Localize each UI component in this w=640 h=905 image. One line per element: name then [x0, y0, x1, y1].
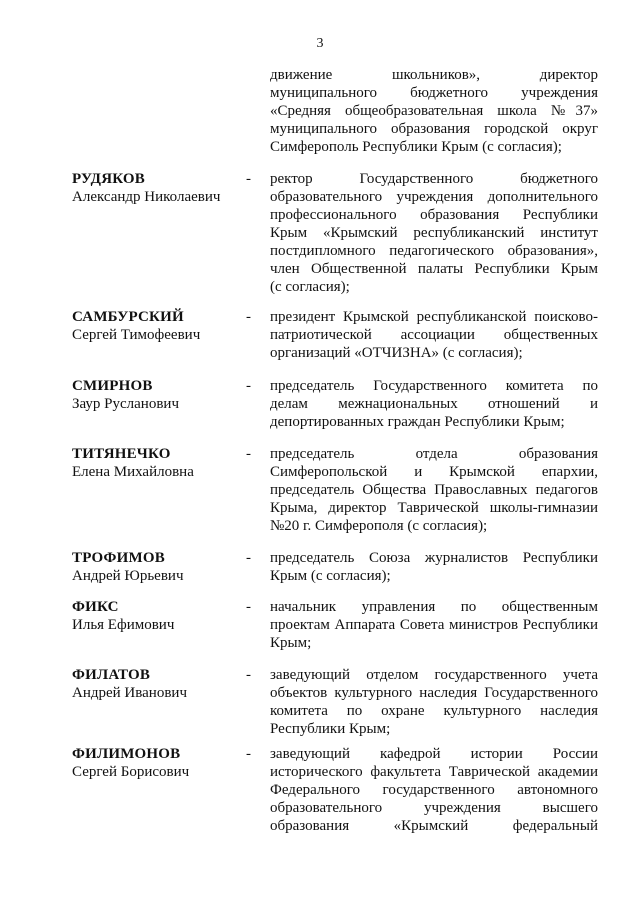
text-line: председатель Общества Православных педагогов — [270, 482, 598, 498]
member-given-name: Александр Николаевич — [72, 189, 221, 205]
text-line: Крым (с согласия); — [270, 568, 391, 584]
member-surname: ТРОФИМОВ — [72, 550, 165, 566]
member-description — [270, 377, 598, 431]
member-description — [270, 598, 598, 652]
text-line: депортированных граждан Республики Крым; — [270, 414, 565, 430]
member-description — [270, 549, 598, 585]
text-line: президент Крымской республиканской поисково- — [270, 309, 598, 325]
member-description — [270, 745, 598, 835]
member-description — [270, 666, 598, 738]
member-surname: СМИРНОВ — [72, 378, 153, 394]
member-surname: ФИКС — [72, 599, 119, 615]
text-line: организаций «ОТЧИЗНА» (с согласия); — [270, 345, 523, 361]
text-line: «Средняя общеобразовательная школа №37» — [270, 103, 598, 119]
member-name — [72, 170, 252, 206]
text-line: председатель Союза журналистов Республики — [270, 550, 598, 566]
member-given-name: Андрей Юрьевич — [72, 568, 184, 584]
text-line: исторического факультета Таврической академии — [270, 764, 598, 780]
text-line: движение школьников», директор — [270, 67, 598, 83]
member-given-name: Сергей Борисович — [72, 764, 190, 780]
text-line: Крым; — [270, 635, 312, 651]
dash-separator: - — [246, 599, 251, 615]
dash-separator: - — [246, 667, 251, 683]
member-description — [270, 308, 598, 362]
member-description — [270, 445, 598, 535]
member-name — [72, 445, 252, 481]
continuation-text — [270, 66, 598, 156]
text-line: объектов культурного наследия Государственного — [270, 685, 598, 701]
text-line: образования «Крымский федеральный — [270, 818, 598, 834]
dash-separator: - — [246, 378, 251, 394]
text-line: Республики Крым; — [270, 721, 391, 737]
text-line: комитета по охране культурного наследия — [270, 703, 598, 719]
dash-separator: - — [246, 446, 251, 462]
member-surname: ФИЛИМОНОВ — [72, 746, 181, 762]
text-line: председатель Государственного комитета по — [270, 378, 598, 394]
member-surname: ФИЛАТОВ — [72, 667, 151, 683]
text-line: №20 г. Симферополя (с согласия); — [270, 518, 488, 534]
text-line: Федерального государственного автономного — [270, 782, 598, 798]
member-name — [72, 308, 252, 344]
text-line: муниципального бюджетного учреждения — [270, 85, 598, 101]
text-line: делам межнациональных отношений и — [270, 396, 598, 412]
text-line: муниципального образования городской округ — [270, 121, 598, 137]
text-line: патриотической ассоциации общественных — [270, 327, 598, 343]
member-name — [72, 377, 252, 413]
text-line: член Общественной палаты Республики Крым — [270, 261, 598, 277]
member-description — [270, 170, 598, 296]
dash-separator: - — [246, 309, 251, 325]
page-number: 3 — [316, 36, 324, 51]
text-line: заведующий кафедрой истории России — [270, 746, 598, 762]
member-given-name: Сергей Тимофеевич — [72, 327, 201, 343]
member-surname: ТИТЯНЕЧКО — [72, 446, 171, 462]
text-line: проектам Аппарата Совета министров Республики — [270, 617, 598, 633]
text-line: заведующий отделом государственного учета — [270, 667, 598, 683]
dash-separator: - — [246, 550, 251, 566]
member-name — [72, 549, 252, 585]
dash-separator: - — [246, 171, 251, 187]
text-line: Крыма, директор Таврической школы-гимназии — [270, 500, 598, 516]
text-line: Симферополь Республики Крым (с согласия); — [270, 139, 562, 155]
member-given-name: Андрей Иванович — [72, 685, 187, 701]
member-given-name: Заур Русланович — [72, 396, 179, 412]
text-line: Симферопольской и Крымской епархии, — [270, 464, 598, 480]
text-line: председатель отдела образования — [270, 446, 598, 462]
text-line: постдипломного педагогического образования», — [270, 243, 598, 259]
text-line: образовательного учреждения высшего — [270, 800, 598, 816]
text-line: начальник управления по общественным — [270, 599, 598, 615]
member-name — [72, 745, 252, 781]
text-line: образовательного учреждения дополнительного — [270, 189, 598, 205]
member-given-name: Елена Михайловна — [72, 464, 194, 480]
text-line: Крым «Крымский республиканский институт — [270, 225, 598, 241]
text-line: (с согласия); — [270, 279, 350, 295]
dash-separator: - — [246, 746, 251, 762]
member-name — [72, 666, 252, 702]
text-line: ректор Государственного бюджетного — [270, 171, 598, 187]
member-surname: РУДЯКОВ — [72, 171, 146, 187]
text-line: профессионального образования Республики — [270, 207, 598, 223]
member-surname: САМБУРСКИЙ — [72, 309, 184, 325]
member-name — [72, 598, 252, 634]
member-given-name: Илья Ефимович — [72, 617, 175, 633]
